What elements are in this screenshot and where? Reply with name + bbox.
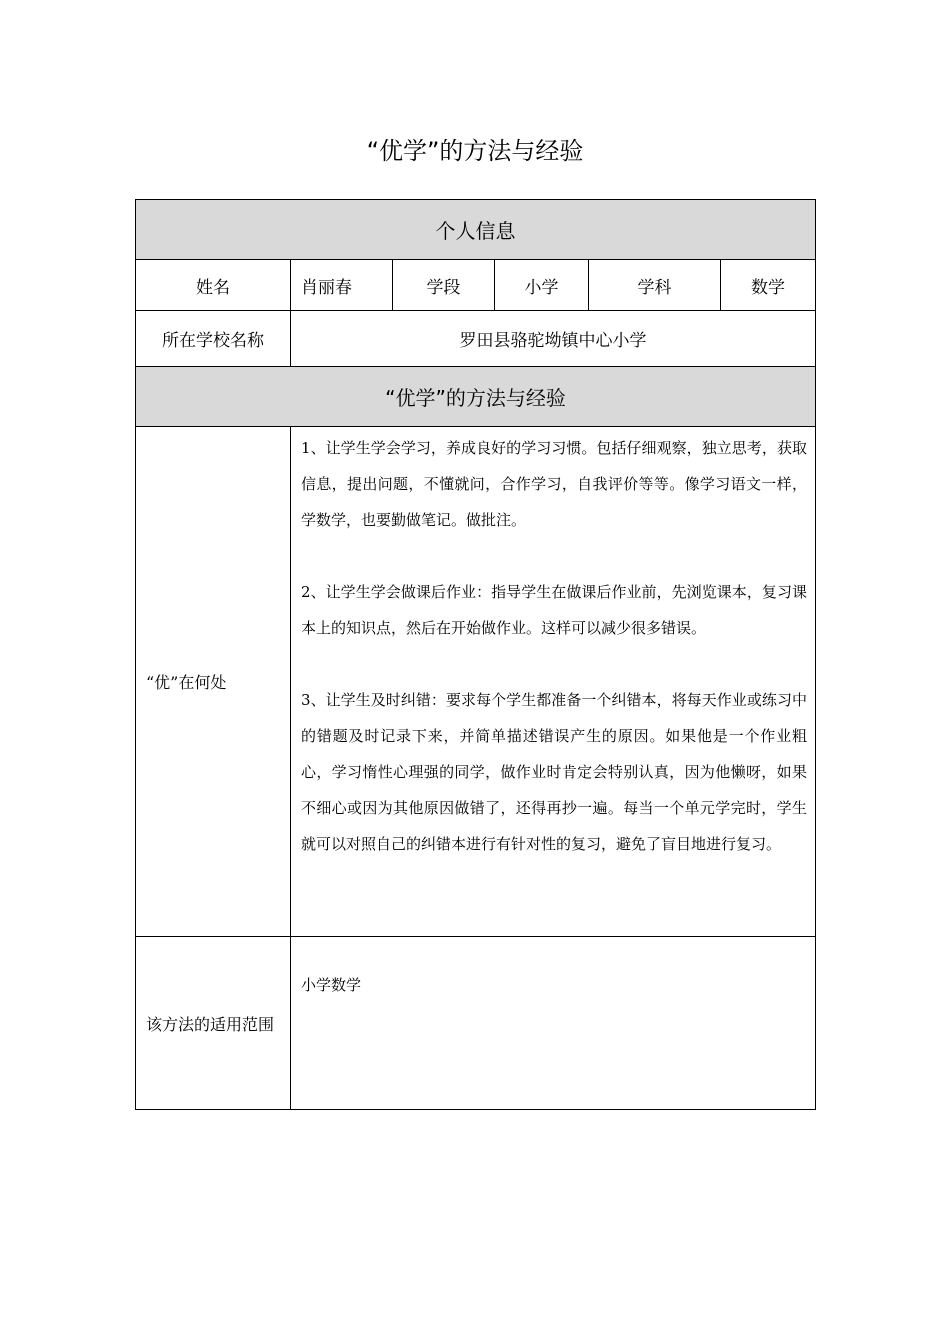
scope-row — [136, 937, 816, 1110]
advantage-paragraph-3: 3、让学生及时纠错：要求每个学生都准备一个纠错本，将每天作业或练习中的错题及时记录下来，并简单描述错误产生的原因。如果他是一个作业粗心，学习惰性心理强的同学，做作业时肯定会特别认真，因为他懒呀，如果不细心或因为其他原因做错了，还得再抄一遍。每当一个单元学完时，学生就可以对照自己的纠错本进行有针对性的复习，避免了盲目地进行复习。 — [301, 691, 807, 853]
name-value: 肖丽春 — [291, 260, 393, 311]
school-row — [136, 311, 816, 367]
advantage-content — [291, 427, 816, 937]
scope-value: 小学数学 — [291, 937, 816, 1110]
advantage-label: “优”在何处 — [136, 427, 291, 937]
advantage-row — [136, 427, 816, 937]
info-table — [135, 199, 816, 1110]
stage-label: 学段 — [393, 260, 495, 311]
basic-info-row — [136, 260, 816, 311]
subject-label: 学科 — [589, 260, 721, 311]
advantage-paragraph-2: 2、让学生学会做课后作业：指导学生在做课后作业前，先浏览课本，复习课本上的知识点，然后在开始做作业。这样可以减少很多错误。 — [301, 583, 807, 637]
name-label: 姓名 — [136, 260, 291, 311]
advantage-paragraph-1: 1、让学生学会学习，养成良好的学习习惯。包括仔细观察，独立思考，获取信息，提出问题，不懂就问，合作学习，自我评价等等。像学习语文一样，学数学，也要勤做笔记。做批注。 — [301, 439, 807, 529]
personal-info-header: 个人信息 — [136, 200, 816, 260]
school-label: 所在学校名称 — [136, 311, 291, 367]
personal-info-header-row — [136, 200, 816, 260]
method-header: “优学”的方法与经验 — [136, 367, 816, 427]
subject-value: 数学 — [721, 260, 816, 311]
stage-value: 小学 — [495, 260, 589, 311]
method-header-row — [136, 367, 816, 427]
scope-label: 该方法的适用范围 — [136, 937, 291, 1110]
school-value: 罗田县骆驼坳镇中心小学 — [291, 311, 816, 367]
document-title: “优学”的方法与经验 — [366, 137, 584, 165]
